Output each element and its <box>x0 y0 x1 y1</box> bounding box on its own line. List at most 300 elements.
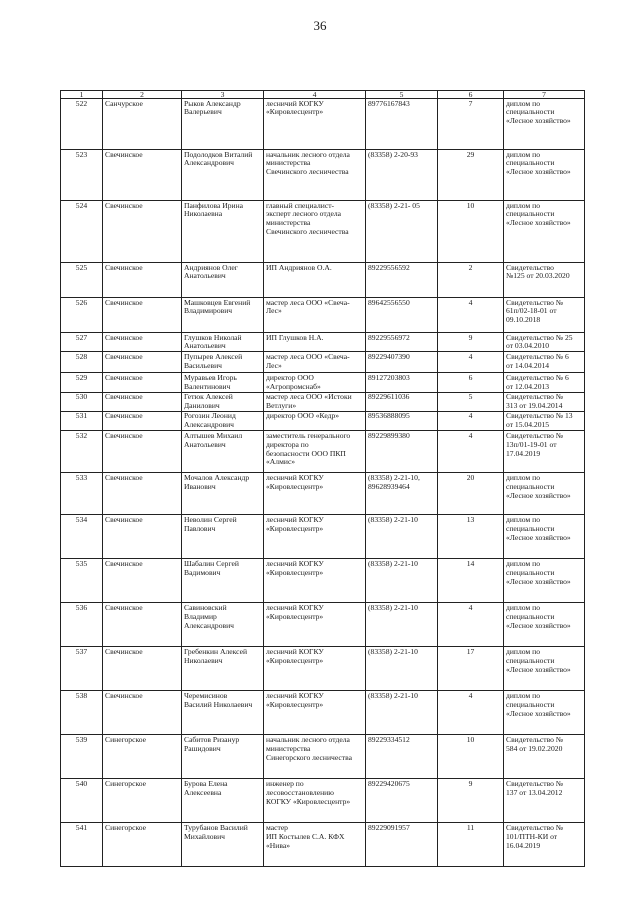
position-title: лесничий КОГКУ «Кировлесцентр» <box>266 646 324 665</box>
person-name: Турубанов Василий Михайлович <box>184 822 248 841</box>
row-number-cell <box>61 823 103 867</box>
qualification-document-cell <box>504 99 585 150</box>
qualification-document-cell <box>504 373 585 392</box>
position-title: лесничий КОГКУ «Кировлесцентр» <box>266 514 324 533</box>
row-number-cell <box>61 779 103 823</box>
row-number-cell <box>61 352 103 373</box>
qualification-document: Свидетельство № 137 от 13.04.2012 <box>506 778 564 797</box>
phone-number-cell <box>366 392 438 411</box>
person-name-cell <box>182 201 264 263</box>
phone-number: 89229556972 <box>368 332 410 342</box>
column-header: 4 <box>264 91 366 99</box>
work-experience-years: 6 <box>468 372 473 382</box>
work-experience-years-cell <box>438 603 504 647</box>
qualification-document-cell <box>504 298 585 333</box>
row-number-cell <box>61 298 103 333</box>
phone-number: (83358) 2-21-10, 89628939464 <box>368 472 420 491</box>
qualification-document-cell <box>504 647 585 691</box>
phone-number-cell <box>366 823 438 867</box>
qualification-document: Свидетельство № 101/ПТН-КИ от 16.04.2019 <box>506 822 564 850</box>
row-number-cell <box>61 411 103 430</box>
position-title: ИП Андриянов О.А. <box>266 262 332 272</box>
work-experience-years-cell <box>438 647 504 691</box>
table-row <box>61 263 585 298</box>
row-number: 534 <box>75 514 88 524</box>
person-name: Рогозин Леонид Александрович <box>184 411 236 430</box>
phone-number-cell <box>366 373 438 392</box>
phone-number-cell <box>366 352 438 373</box>
district-name-cell <box>103 298 182 333</box>
column-header: 6 <box>438 91 504 99</box>
qualification-document-cell <box>504 411 585 430</box>
work-experience-years-cell <box>438 779 504 823</box>
district-name: Синегорское <box>105 822 147 832</box>
table-row <box>61 603 585 647</box>
qualification-document-cell <box>504 263 585 298</box>
person-name-cell <box>182 823 264 867</box>
qualification-document: диплом по специальности «Лесное хозяйство» <box>506 200 571 228</box>
district-name: Свечинское <box>105 392 143 402</box>
position-title: директор ООО «Кедр» <box>266 411 340 421</box>
district-name-cell <box>103 392 182 411</box>
work-experience-years: 10 <box>466 734 475 744</box>
qualification-document: Свидетельство №125 от 20.03.2020 <box>506 262 570 281</box>
person-name: Пупырев Алексей Васильевич <box>184 351 243 370</box>
position-title: мастер леса ООО «Истоки Ветлуги» <box>266 392 352 411</box>
phone-number-cell <box>366 603 438 647</box>
work-experience-years-cell <box>438 298 504 333</box>
person-name: Сабитов Ризанур Рашидович <box>184 734 240 753</box>
person-name-cell <box>182 373 264 392</box>
district-name-cell <box>103 735 182 779</box>
row-number-cell <box>61 691 103 735</box>
row-number: 525 <box>75 262 88 272</box>
person-name: Неволин Сергей Павлович <box>184 514 237 533</box>
district-name-cell <box>103 373 182 392</box>
position-title: заместитель генерального директора по безопасности ООО ПКП «Алмис» <box>266 430 351 467</box>
work-experience-years-cell <box>438 99 504 150</box>
position-title: директор ООО «Агропромснаб» <box>266 372 321 391</box>
table-row <box>61 779 585 823</box>
person-name-cell <box>182 431 264 473</box>
person-name: Черемисинов Василий Николаевич <box>184 690 253 709</box>
work-experience-years-cell <box>438 333 504 352</box>
phone-number: 89229556592 <box>368 262 410 272</box>
position-title-cell <box>264 352 366 373</box>
person-name-cell <box>182 473 264 515</box>
position-title: лесничий КОГКУ «Кировлесцентр» <box>266 98 324 117</box>
work-experience-years: 9 <box>468 332 473 342</box>
position-title-cell <box>264 823 366 867</box>
phone-number: 89229334512 <box>368 734 410 744</box>
district-name: Свечинское <box>105 149 143 159</box>
person-name: Рыков Александр Валерьевич <box>184 98 241 117</box>
district-name-cell <box>103 99 182 150</box>
person-name: Муравьев Игорь Валентинович <box>184 372 237 391</box>
position-title: главный специалист- эксперт лесного отдела министерства Свечинского лесничества <box>266 200 349 237</box>
phone-number-cell <box>366 333 438 352</box>
column-header: 2 <box>103 91 182 99</box>
row-number-cell <box>61 373 103 392</box>
position-title: лесничий КОГКУ «Кировлесцентр» <box>266 558 324 577</box>
qualification-document: Свидетельство № 313 от 19.04.2014 <box>506 392 564 411</box>
qualification-document: Свидетельство № 13 от 15.04.2015 <box>506 411 573 430</box>
qualification-document-cell <box>504 691 585 735</box>
position-title: мастер леса ООО «Свеча- Лес» <box>266 351 350 370</box>
page-number: 36 <box>313 18 327 33</box>
district-name: Синегорское <box>105 778 147 788</box>
position-title-cell <box>264 392 366 411</box>
district-name-cell <box>103 411 182 430</box>
row-number: 531 <box>75 411 88 421</box>
position-title: ИП Глушков Н.А. <box>266 332 324 342</box>
phone-number: (83358) 2-20-93 <box>368 149 418 159</box>
row-number-cell <box>61 647 103 691</box>
qualification-document-cell <box>504 823 585 867</box>
work-experience-years: 14 <box>466 558 475 568</box>
qualification-document: диплом по специальности «Лесное хозяйство» <box>506 690 571 718</box>
phone-number: (83358) 2-21-10 <box>368 558 418 568</box>
phone-number-cell <box>366 431 438 473</box>
qualification-document-cell <box>504 515 585 559</box>
position-title-cell <box>264 263 366 298</box>
qualification-document: диплом по специальности «Лесное хозяйство» <box>506 646 571 674</box>
work-experience-years: 2 <box>468 262 473 272</box>
work-experience-years: 10 <box>466 200 475 210</box>
district-name: Свечинское <box>105 297 143 307</box>
phone-number-cell <box>366 647 438 691</box>
row-number-cell <box>61 99 103 150</box>
table-body <box>61 99 585 867</box>
position-title-cell <box>264 735 366 779</box>
district-name-cell <box>103 559 182 603</box>
row-number: 530 <box>75 392 88 402</box>
phone-number-cell <box>366 99 438 150</box>
row-number: 538 <box>75 690 88 700</box>
forester-registry-table <box>60 90 585 867</box>
phone-number: 89536888095 <box>368 411 410 421</box>
table-row <box>61 473 585 515</box>
work-experience-years-cell <box>438 373 504 392</box>
work-experience-years: 17 <box>466 646 475 656</box>
qualification-document: Свидетельство № 25 от 03.04.2010 <box>506 332 573 351</box>
row-number-cell <box>61 473 103 515</box>
work-experience-years-cell <box>438 515 504 559</box>
position-title-cell <box>264 373 366 392</box>
work-experience-years: 4 <box>468 351 473 361</box>
district-name-cell <box>103 603 182 647</box>
qualification-document-cell <box>504 779 585 823</box>
phone-number: (83358) 2-21-10 <box>368 514 418 524</box>
district-name-cell <box>103 150 182 201</box>
person-name: Шабалин Сергей Вадимович <box>184 558 239 577</box>
work-experience-years: 4 <box>468 411 473 421</box>
qualification-document-cell <box>504 559 585 603</box>
person-name: Савиновский Владимир Александрович <box>184 602 234 630</box>
row-number: 524 <box>75 200 88 210</box>
phone-number-cell <box>366 411 438 430</box>
qualification-document-cell <box>504 431 585 473</box>
phone-number: 89776167843 <box>368 98 410 108</box>
person-name-cell <box>182 150 264 201</box>
qualification-document: диплом по специальности «Лесное хозяйство» <box>506 514 571 542</box>
district-name: Свечинское <box>105 514 143 524</box>
work-experience-years: 20 <box>466 472 475 482</box>
table-row <box>61 352 585 373</box>
row-number-cell <box>61 559 103 603</box>
phone-number: 89642556550 <box>368 297 410 307</box>
table-row <box>61 150 585 201</box>
person-name-cell <box>182 392 264 411</box>
phone-number-cell <box>366 263 438 298</box>
position-title-cell <box>264 298 366 333</box>
phone-number: 89127203803 <box>368 372 410 382</box>
phone-number: (83358) 2-21- 05 <box>368 200 420 210</box>
position-title-cell <box>264 473 366 515</box>
qualification-document: Свидетельство № 61п/02-18-01 от 09.10.2018 <box>506 297 564 325</box>
row-number: 537 <box>75 646 88 656</box>
person-name: Бурова Елена Алексеевна <box>184 778 228 797</box>
district-name: Свечинское <box>105 200 143 210</box>
person-name: Глушков Николай Анатольевич <box>184 332 242 351</box>
table-row <box>61 691 585 735</box>
qualification-document-cell <box>504 603 585 647</box>
phone-number-cell <box>366 735 438 779</box>
work-experience-years-cell <box>438 431 504 473</box>
district-name-cell <box>103 823 182 867</box>
work-experience-years-cell <box>438 473 504 515</box>
district-name: Свечинское <box>105 690 143 700</box>
phone-number-cell <box>366 779 438 823</box>
row-number-cell <box>61 515 103 559</box>
table-row <box>61 431 585 473</box>
table-row <box>61 559 585 603</box>
row-number: 527 <box>75 332 88 342</box>
district-name: Свечинское <box>105 558 143 568</box>
work-experience-years-cell <box>438 263 504 298</box>
position-title-cell <box>264 333 366 352</box>
person-name: Мочалов Александр Иванович <box>184 472 250 491</box>
position-title-cell <box>264 559 366 603</box>
phone-number: 89229407390 <box>368 351 410 361</box>
person-name: Гребенкин Алексей Николаевич <box>184 646 248 665</box>
column-header: 1 <box>61 91 103 99</box>
phone-number-cell <box>366 559 438 603</box>
district-name-cell <box>103 473 182 515</box>
district-name-cell <box>103 333 182 352</box>
position-title-cell <box>264 150 366 201</box>
column-header: 3 <box>182 91 264 99</box>
district-name: Свечинское <box>105 602 143 612</box>
position-title: лесничий КОГКУ «Кировлесцентр» <box>266 602 324 621</box>
work-experience-years-cell <box>438 352 504 373</box>
person-name-cell <box>182 263 264 298</box>
work-experience-years: 4 <box>468 430 473 440</box>
row-number-cell <box>61 263 103 298</box>
qualification-document-cell <box>504 352 585 373</box>
work-experience-years: 5 <box>468 392 473 402</box>
work-experience-years: 29 <box>466 149 475 159</box>
qualification-document: диплом по специальности «Лесное хозяйство» <box>506 149 571 177</box>
district-name-cell <box>103 515 182 559</box>
row-number-cell <box>61 431 103 473</box>
column-number-row <box>61 91 585 99</box>
work-experience-years-cell <box>438 735 504 779</box>
qualification-document-cell <box>504 150 585 201</box>
row-number: 540 <box>75 778 88 788</box>
qualification-document: Свидетельство № 13п/01-19-01 от 17.04.2019 <box>506 430 564 458</box>
person-name-cell <box>182 559 264 603</box>
table-row <box>61 373 585 392</box>
table-row <box>61 298 585 333</box>
table-row <box>61 647 585 691</box>
row-number-cell <box>61 603 103 647</box>
person-name: Подолодков Виталий Александрович <box>184 149 253 168</box>
work-experience-years-cell <box>438 823 504 867</box>
row-number-cell <box>61 201 103 263</box>
district-name: Синегорское <box>105 734 147 744</box>
work-experience-years: 4 <box>468 297 473 307</box>
row-number: 523 <box>75 149 88 159</box>
district-name: Свечинское <box>105 646 143 656</box>
row-number-cell <box>61 150 103 201</box>
person-name: Андриянов Олег Анатольевич <box>184 262 238 281</box>
table-row <box>61 99 585 150</box>
district-name-cell <box>103 352 182 373</box>
position-title-cell <box>264 779 366 823</box>
row-number: 532 <box>75 430 88 440</box>
position-title: лесничий КОГКУ «Кировлесцентр» <box>266 690 324 709</box>
column-header: 5 <box>366 91 438 99</box>
qualification-document: диплом по специальности «Лесное хозяйство» <box>506 558 571 586</box>
work-experience-years: 4 <box>468 602 473 612</box>
work-experience-years: 11 <box>466 822 475 832</box>
work-experience-years: 9 <box>468 778 473 788</box>
position-title-cell <box>264 647 366 691</box>
district-name-cell <box>103 263 182 298</box>
table-row <box>61 823 585 867</box>
table-row <box>61 392 585 411</box>
qualification-document: Свидетельство № 584 от 19.02.2020 <box>506 734 564 753</box>
row-number: 528 <box>75 351 88 361</box>
person-name-cell <box>182 735 264 779</box>
person-name-cell <box>182 691 264 735</box>
phone-number: 89229420675 <box>368 778 410 788</box>
district-name: Свечинское <box>105 430 143 440</box>
work-experience-years-cell <box>438 201 504 263</box>
position-title: мастер ИП Костылев С.А. КФХ «Нива» <box>266 822 345 850</box>
row-number: 522 <box>75 98 88 108</box>
person-name-cell <box>182 411 264 430</box>
person-name-cell <box>182 603 264 647</box>
position-title: инженер по лесовосстановлению КОГКУ «Кировлесцентр» <box>266 778 351 806</box>
phone-number-cell <box>366 473 438 515</box>
district-name: Свечинское <box>105 411 143 421</box>
district-name: Свечинское <box>105 372 143 382</box>
qualification-document-cell <box>504 333 585 352</box>
position-title: начальник лесного отдела министерства Свечинского лесничества <box>266 149 350 177</box>
person-name-cell <box>182 352 264 373</box>
district-name-cell <box>103 647 182 691</box>
table-row <box>61 411 585 430</box>
district-name-cell <box>103 691 182 735</box>
position-title-cell <box>264 431 366 473</box>
person-name: Панфилова Ирина Николаевна <box>184 200 244 219</box>
position-title: мастер леса ООО «Свеча- Лес» <box>266 297 350 316</box>
row-number-cell <box>61 392 103 411</box>
district-name: Свечинское <box>105 472 143 482</box>
table-row <box>61 333 585 352</box>
row-number: 529 <box>75 372 88 382</box>
table-row <box>61 515 585 559</box>
qualification-document: диплом по специальности «Лесное хозяйство» <box>506 98 571 126</box>
person-name-cell <box>182 298 264 333</box>
row-number: 535 <box>75 558 88 568</box>
row-number: 536 <box>75 602 88 612</box>
position-title-cell <box>264 201 366 263</box>
qualification-document: Свидетельство № 6 от 12.04.2013 <box>506 372 569 391</box>
work-experience-years-cell <box>438 691 504 735</box>
person-name: Гетюк Алексей Данилович <box>184 392 233 411</box>
row-number: 539 <box>75 734 88 744</box>
table-row <box>61 201 585 263</box>
qualification-document-cell <box>504 473 585 515</box>
work-experience-years-cell <box>438 559 504 603</box>
person-name: Машковцев Евгений Владимирович <box>184 297 251 316</box>
district-name-cell <box>103 779 182 823</box>
work-experience-years-cell <box>438 150 504 201</box>
row-number: 533 <box>75 472 88 482</box>
phone-number: 89229091957 <box>368 822 410 832</box>
person-name: Алтышев Михаил Анатольевич <box>184 430 243 449</box>
person-name-cell <box>182 99 264 150</box>
qualification-document: диплом по специальности «Лесное хозяйство» <box>506 602 571 630</box>
district-name-cell <box>103 201 182 263</box>
person-name-cell <box>182 779 264 823</box>
phone-number: 89229611036 <box>368 392 410 402</box>
row-number-cell <box>61 333 103 352</box>
phone-number-cell <box>366 150 438 201</box>
district-name: Свечинское <box>105 332 143 342</box>
person-name-cell <box>182 647 264 691</box>
phone-number: 89229899380 <box>368 430 410 440</box>
work-experience-years: 7 <box>468 98 473 108</box>
qualification-document-cell <box>504 201 585 263</box>
row-number: 526 <box>75 297 88 307</box>
table-row <box>61 735 585 779</box>
person-name-cell <box>182 333 264 352</box>
phone-number-cell <box>366 298 438 333</box>
qualification-document: Свидетельство № 6 от 14.04.2014 <box>506 351 569 370</box>
work-experience-years: 13 <box>466 514 475 524</box>
work-experience-years-cell <box>438 392 504 411</box>
phone-number: (83358) 2-21-10 <box>368 690 418 700</box>
phone-number-cell <box>366 201 438 263</box>
position-title: начальник лесного отдела министерства Синегорского лесничества <box>266 734 352 762</box>
position-title-cell <box>264 411 366 430</box>
district-name: Свечинское <box>105 351 143 361</box>
phone-number-cell <box>366 691 438 735</box>
position-title-cell <box>264 603 366 647</box>
qualification-document-cell <box>504 735 585 779</box>
district-name-cell <box>103 431 182 473</box>
row-number-cell <box>61 735 103 779</box>
position-title-cell <box>264 99 366 150</box>
position-title-cell <box>264 691 366 735</box>
phone-number: (83358) 2-21-10 <box>368 602 418 612</box>
phone-number: (83358) 2-21-10 <box>368 646 418 656</box>
work-experience-years-cell <box>438 411 504 430</box>
